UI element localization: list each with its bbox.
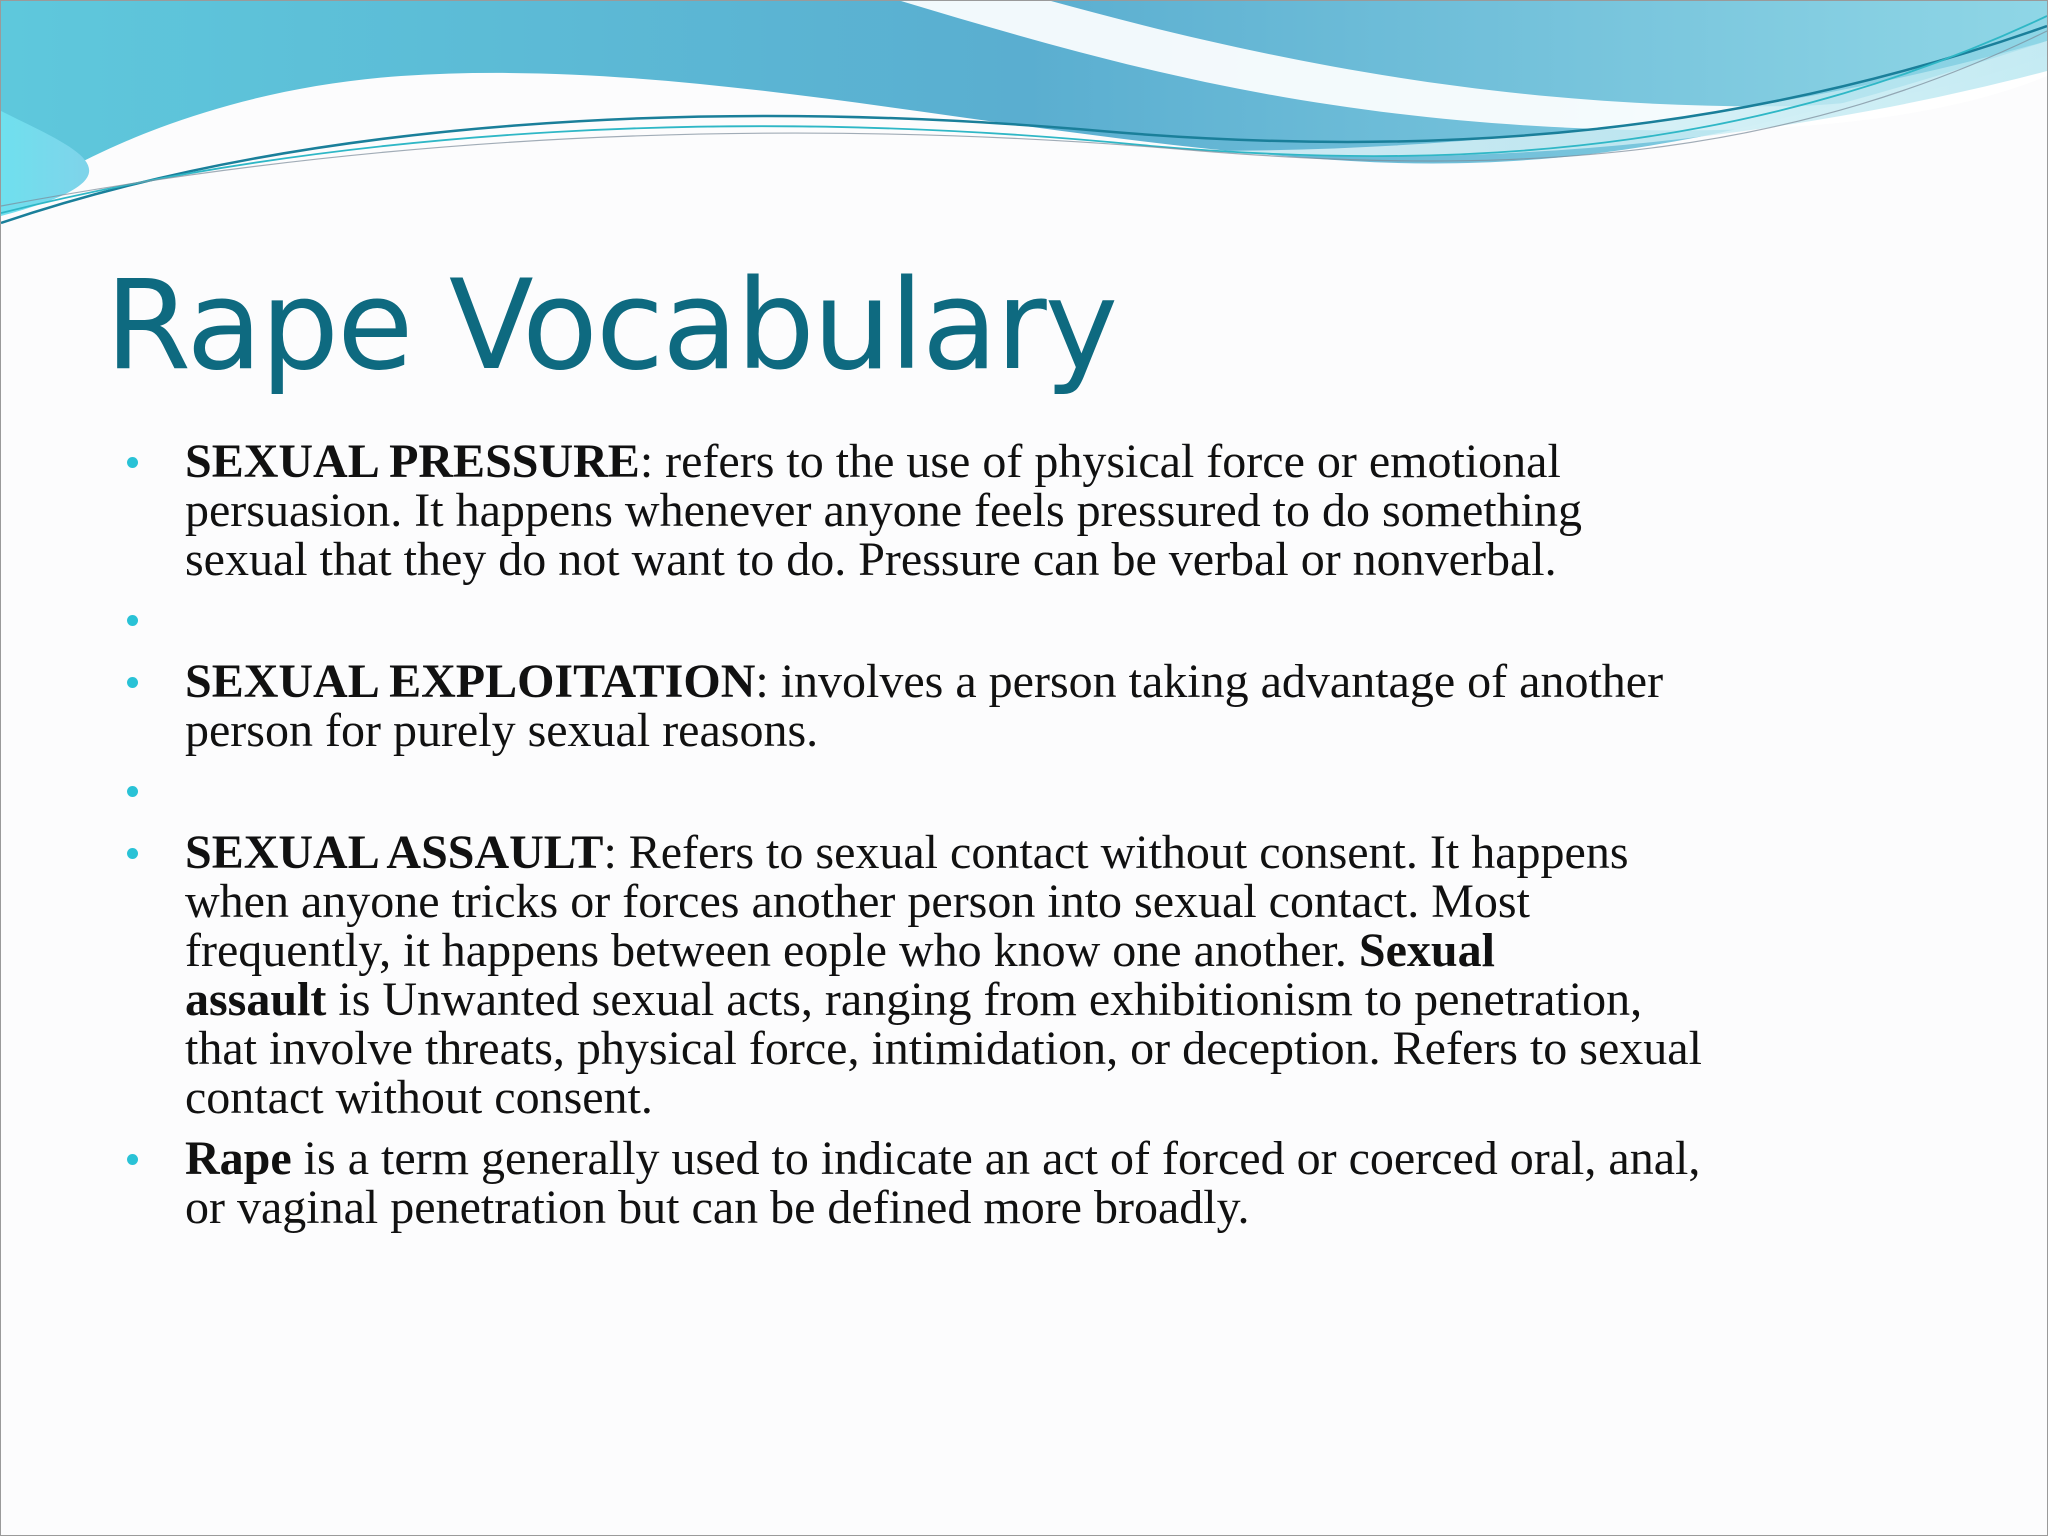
- definition-text: persuasion. It happens whenever anyone feels pressured to do something: [185, 484, 1582, 537]
- term-label: SEXUAL PRESSURE: [185, 435, 640, 488]
- bullet-line: [185, 975, 1987, 1024]
- definition-text: is Unwanted sexual acts, ranging from exhibitionism to penetration,: [326, 973, 1643, 1026]
- bullet-empty: [1, 767, 2047, 816]
- term-label: Sexual: [1358, 924, 1495, 977]
- definition-text: is a term generally used to indicate an act of forced or coerced oral, anal,: [291, 1132, 1701, 1185]
- slide-title: Rape Vocabulary: [105, 254, 1117, 398]
- bullet-dot-icon: [127, 677, 138, 688]
- bullet-dot-icon: [127, 786, 138, 797]
- bullet-dot-icon: [127, 848, 138, 859]
- bullet-line: [185, 657, 1987, 706]
- definition-text: contact without consent.: [185, 1071, 653, 1124]
- bullet-sexual-assault: [1, 828, 2047, 1122]
- definition-text: frequently, it happens between eople who know one another.: [185, 924, 1359, 977]
- bullet-sexual-exploitation: [1, 657, 2047, 755]
- bullet-line: [185, 1134, 1987, 1183]
- definition-text: when anyone tricks or forces another person into sexual contact. Most: [185, 875, 1530, 928]
- bullet-dot-icon: [127, 615, 138, 626]
- definition-text: sexual that they do not want to do. Pressure can be verbal or nonverbal.: [185, 533, 1557, 586]
- bullet-line: [185, 926, 1987, 975]
- bullet-dot-icon: [127, 1154, 138, 1165]
- term-label: SEXUAL ASSAULT: [185, 826, 604, 879]
- definition-text: or vaginal penetration but can be defined more broadly.: [185, 1181, 1250, 1234]
- term-label: Rape: [185, 1132, 292, 1185]
- definition-text: : involves a person taking advantage of another: [755, 655, 1664, 708]
- bullet-line: [185, 828, 1987, 877]
- term-label: SEXUAL EXPLOITATION: [185, 655, 756, 708]
- bullet-rape: [1, 1134, 2047, 1232]
- bullet-list: [1, 437, 2047, 1232]
- definition-text: that involve threats, physical force, intimidation, or deception. Refers to sexual: [185, 1022, 1702, 1075]
- definition-text: person for purely sexual reasons.: [185, 704, 819, 757]
- term-label: assault: [185, 973, 327, 1026]
- bullet-line: [185, 437, 1987, 486]
- bullet-sexual-pressure: [1, 437, 2047, 584]
- definition-text: : Refers to sexual contact without consent. It happens: [603, 826, 1629, 879]
- definition-text: : refers to the use of physical force or emotional: [639, 435, 1561, 488]
- wave-header-decoration: [1, 1, 2047, 241]
- bullet-empty: [1, 596, 2047, 645]
- bullet-dot-icon: [127, 457, 138, 468]
